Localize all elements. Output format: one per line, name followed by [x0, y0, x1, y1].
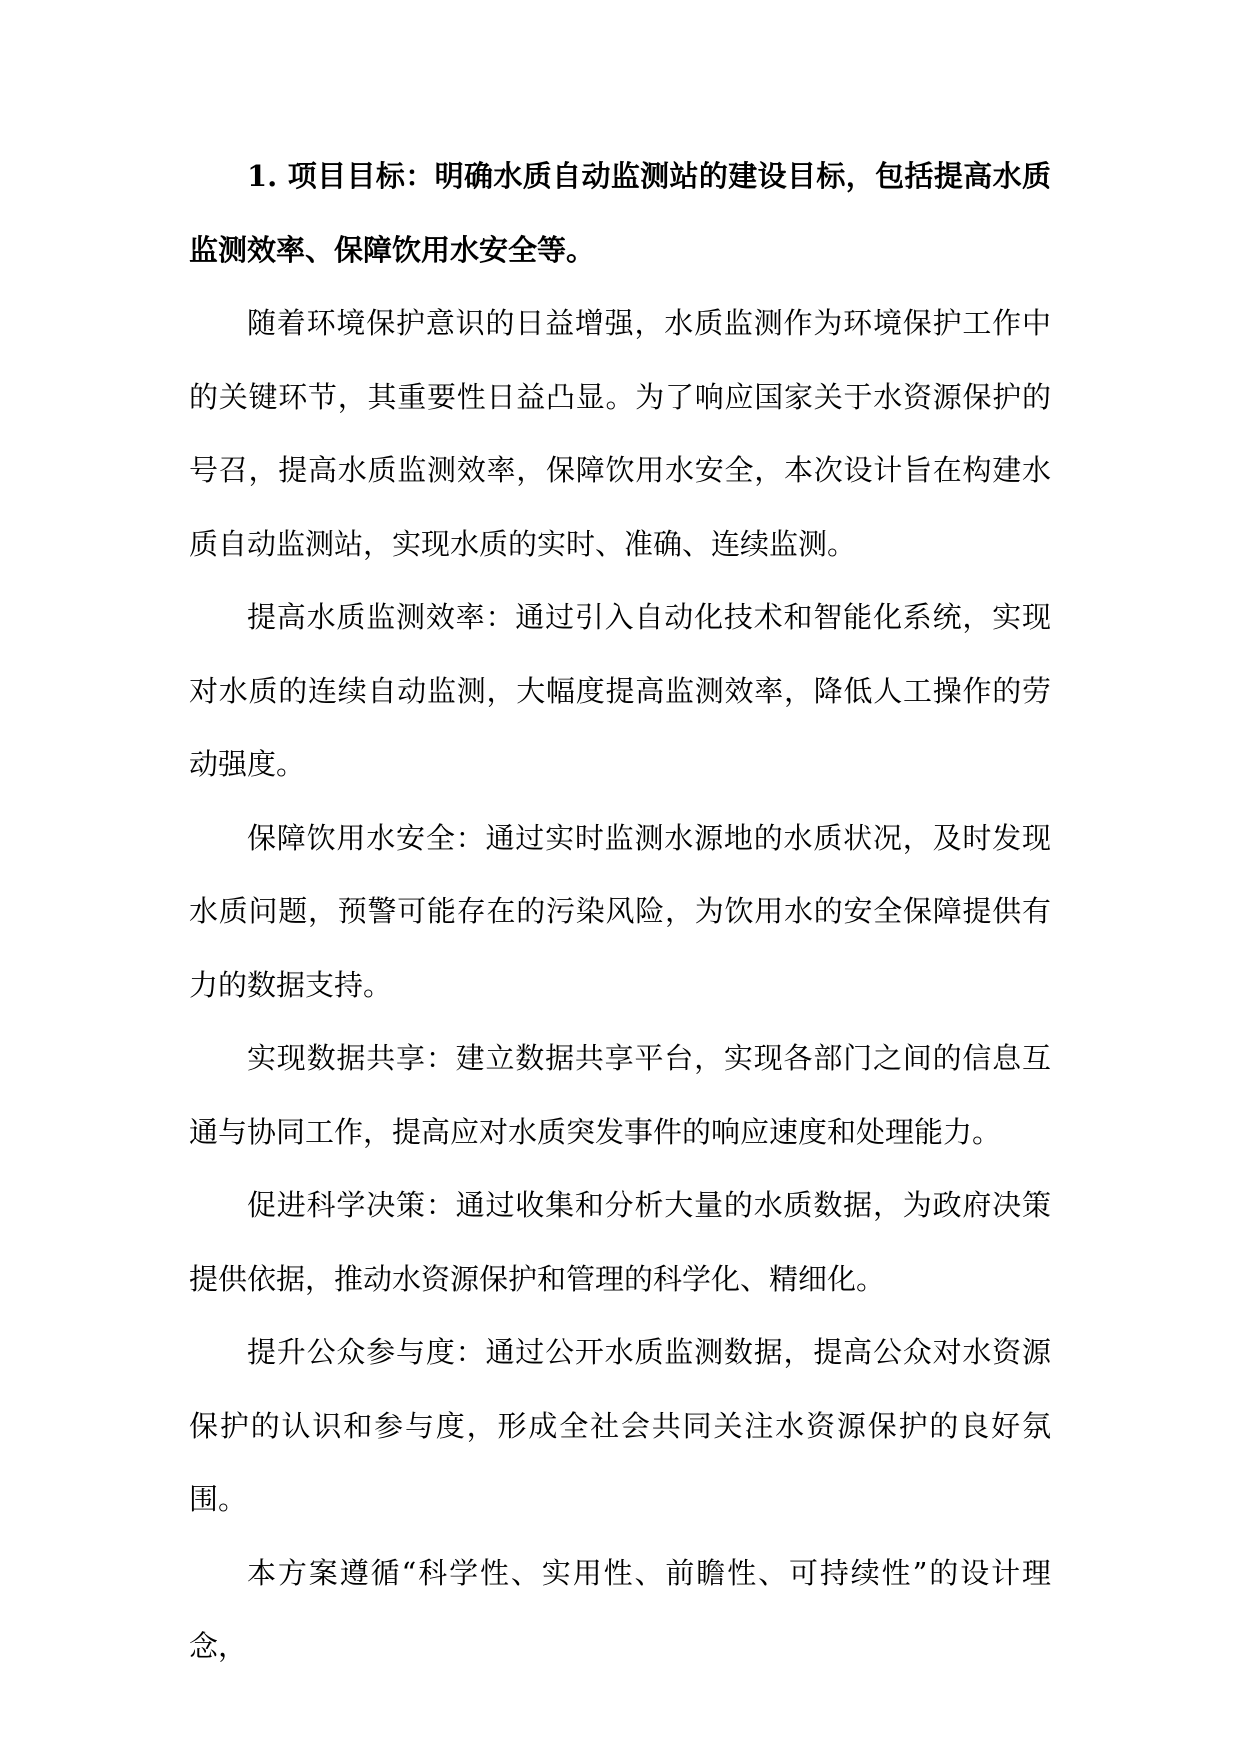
- paragraph-efficiency: 提高水质监测效率：通过引入自动化技术和智能化系统，实现对水质的连续自动监测，大幅度提高监测效率，降低人工操作的劳动强度。: [189, 600, 1051, 781]
- section-heading: 1. 项目目标：明确水质自动监测站的建设目标，包括提高水质监测效率、保障饮用水安全等。: [189, 159, 1051, 267]
- paragraph-decision: 促进科学决策：通过收集和分析大量的水质数据，为政府决策提供依据，推动水资源保护和管理的科学化、精细化。: [189, 1188, 1051, 1296]
- paragraph-safety: 保障饮用水安全：通过实时监测水源地的水质状况，及时发现水质问题，预警可能存在的污染风险，为饮用水的安全保障提供有力的数据支持。: [189, 820, 1051, 1002]
- document-body: [189, 140, 1051, 1684]
- paragraph-intro: 随着环境保护意识的日益增强，水质监测作为环境保护工作中的关键环节，其重要性日益凸显。为了响应国家关于水资源保护的号召，提高水质监测效率，保障饮用水安全，本次设计旨在构建水质自动监测站，实现水质的实时、准确、连续监测。: [189, 306, 1051, 561]
- paragraph-public: 提升公众参与度：通过公开水质监测数据，提高公众对水资源保护的认识和参与度，形成全社会共同关注水资源保护的良好氛围。: [189, 1335, 1051, 1516]
- paragraph-principle: 本方案遵循“科学性、实用性、前瞻性、可持续性”的设计理念，: [189, 1555, 1051, 1663]
- paragraph-data-sharing: 实现数据共享：建立数据共享平台，实现各部门之间的信息互通与协同工作，提高应对水质突发事件的响应速度和处理能力。: [189, 1041, 1051, 1149]
